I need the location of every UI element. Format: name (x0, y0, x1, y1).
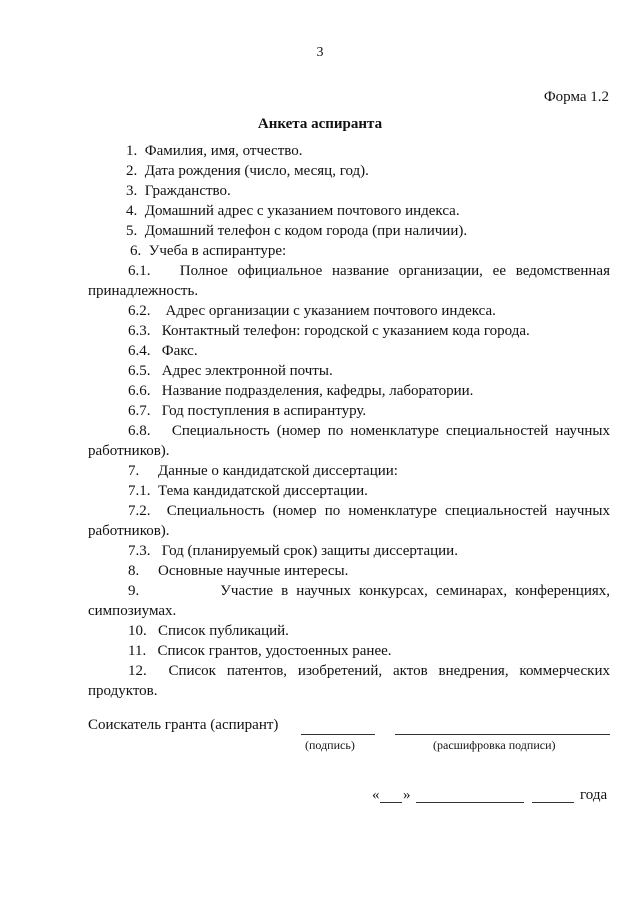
questionnaire-item: 1. Фамилия, имя, отчество. (126, 143, 303, 159)
page-number: 3 (316, 45, 324, 60)
questionnaire-item: 8. Основные научные интересы. (128, 563, 349, 579)
questionnaire-item: 6.4. Факс. (128, 343, 198, 359)
questionnaire-items (88, 141, 610, 701)
year-line (532, 802, 574, 803)
signature-decoding-line (395, 734, 610, 735)
questionnaire-item: 6.8. Специальность (номер по номенклатуре специальностей научных работников). (88, 423, 610, 459)
form-label: Форма 1.2 (543, 89, 609, 105)
day-line (380, 802, 402, 803)
document-title: Анкета аспиранта (257, 116, 383, 132)
questionnaire-item: 2. Дата рождения (число, месяц, год). (126, 163, 369, 179)
questionnaire-item: 7. Данные о кандидатской диссертации: (128, 463, 398, 479)
questionnaire-item: 6.5. Адрес электронной почты. (128, 363, 333, 379)
questionnaire-item: 7.2. Специальность (номер по номенклатуре специальностей научных работников). (88, 503, 610, 539)
questionnaire-item: 6.1. Полное официальное название организации, ее ведомственная принадлежность. (88, 263, 610, 299)
questionnaire-item: 6. Учеба в аспирантуре: (130, 243, 287, 259)
questionnaire-item: 11. Список грантов, удостоенных ранее. (128, 643, 392, 659)
month-line (416, 802, 524, 803)
questionnaire-item: 3. Гражданство. (126, 183, 231, 199)
questionnaire-item: 10. Список публикаций. (128, 623, 289, 639)
signature-caption: (подпись) (305, 738, 355, 752)
date-open-quote: « (372, 787, 380, 803)
questionnaire-item: 7.3. Год (планируемый срок) защиты диссертации. (128, 543, 458, 559)
questionnaire-item: 7.1. Тема кандидатской диссертации. (128, 483, 368, 499)
questionnaire-item: 6.6. Название подразделения, кафедры, лаборатории. (128, 383, 474, 399)
year-word: года (580, 787, 608, 803)
questionnaire-item: 12. Список патентов, изобретений, актов внедрения, коммерческих продуктов. (88, 663, 610, 699)
questionnaire-item: 5. Домашний телефон с кодом города (при наличии). (126, 223, 468, 239)
questionnaire-item: 6.3. Контактный телефон: городской с указанием кода города. (128, 323, 530, 339)
date-row (372, 787, 610, 807)
date-close-quote: » (403, 787, 411, 803)
questionnaire-item: 9. Участие в научных конкурсах, семинарах, конференциях, симпозиумах. (88, 583, 610, 619)
questionnaire-item: 4. Домашний адрес с указанием почтового индекса. (126, 203, 460, 219)
signature-decoding-caption: (расшифровка подписи) (433, 738, 556, 752)
questionnaire-item: 6.7. Год поступления в аспирантуру. (128, 403, 367, 419)
signature-line (301, 734, 375, 735)
questionnaire-item: 6.2. Адрес организации с указанием почтового индекса. (128, 303, 496, 319)
signature-label: Соискатель гранта (аспирант) (88, 717, 279, 733)
